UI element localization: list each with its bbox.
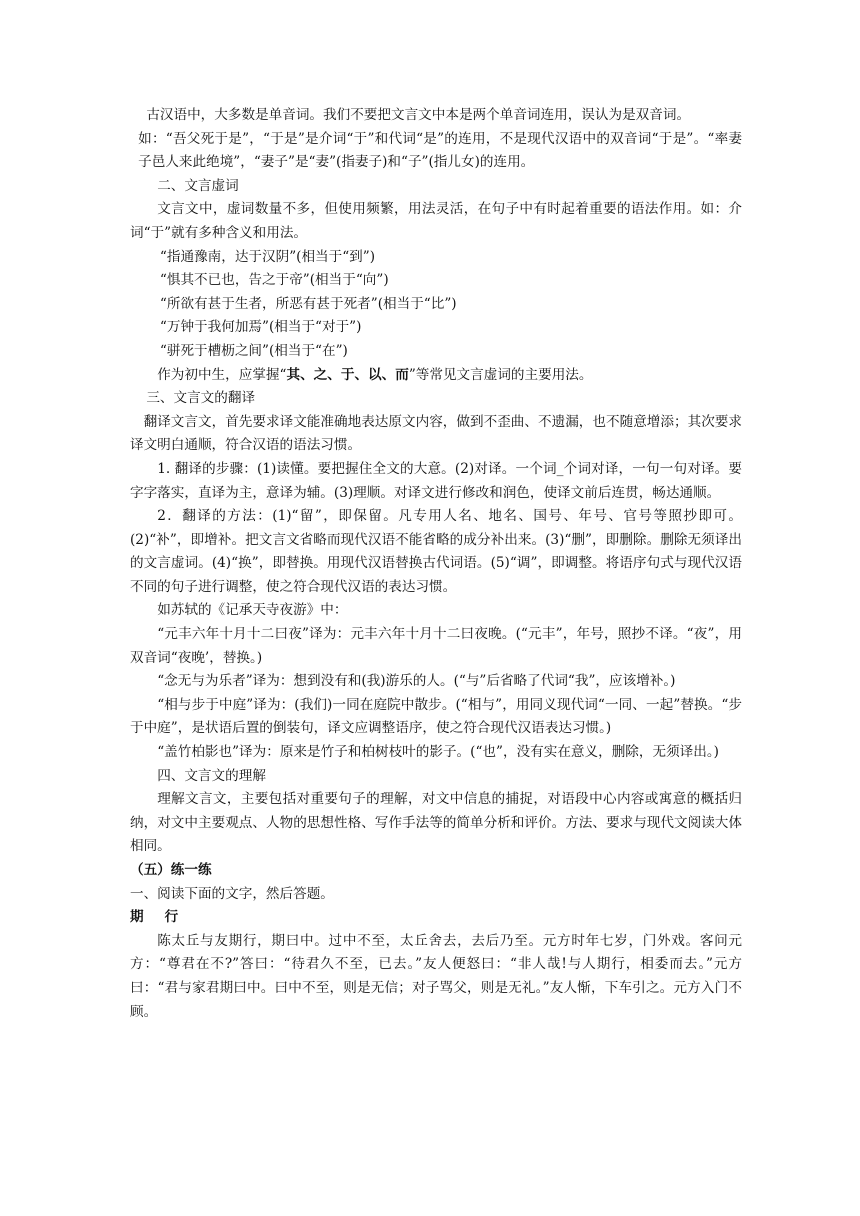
example-yu-duiyu: “万钟于我何加焉”(相当于“对于”) bbox=[159, 319, 362, 336]
paragraph-example-yuanfeng: “元丰六年十月十二曰夜”译为：元丰六年十月十二曰夜晚。(“元丰”，年号，照抄不译。“夜”，用双音词“夜晚’，替换。) bbox=[130, 626, 742, 666]
passage-body: 陈太丘与友期行，期曰中。过中不至，太丘舍去，去后乃至。元方时年七岁，门外戏。客问元方：“尊君在不?”答曰：“待君久不至，已去。”友人便怒曰：“非人哉!与人期行，相委而去。”元方曰：“君与家君期曰中。曰中不至，则是无信；对子骂父，则是无礼。”友人惭，下车引之。元方入门不顾。 bbox=[130, 932, 742, 1020]
example-yu-dao: “指通豫南，达于汉阴”(相当于“到”) bbox=[159, 248, 376, 265]
paragraph-example-intro: 如苏轼的《记承天寺夜游》中： bbox=[157, 602, 348, 619]
heading-practice: （五）练一练 bbox=[130, 862, 212, 878]
paragraph-example-xiangyu: “相与步于中庭”译为：(我们)一同在庭院中散步。(“相与”，用同义现代词“一同、一起”替换。“步于中庭”，是状语后置的倒装句，译文应调整语序，使之符合现代汉语表达习惯。) bbox=[130, 696, 742, 737]
example-yu-bi: “所欲有甚于生者，所恶有甚于死者”(相当于“比”) bbox=[159, 295, 457, 312]
question-instruction: 一、阅读下面的文字，然后答题。 bbox=[130, 885, 334, 902]
paragraph-example-nianwu: “念无与为乐者”译为：想到没有和(我)游乐的人。(“与”后省略了代词“我”，应该增补。) bbox=[157, 673, 676, 690]
paragraph-function-words: 文言文中，虚词数量不多，但使用频繁，用法灵活，在句子中有时起着重要的语法作用。如：介词“于”就有多种含义和用法。 bbox=[130, 201, 742, 241]
heading-function-words: 二、文言虚词 bbox=[157, 177, 239, 194]
bold-function-words: 其、之、于、以、而 bbox=[286, 366, 409, 383]
paragraph-example-gaizhu: “盖竹柏影也”译为：原来是竹子和柏树枝叶的影子。(“也”，没有实在意义，删除，无须译出。) bbox=[157, 744, 719, 761]
example-yu-zai: “骈死于槽枥之间”(相当于“在”) bbox=[159, 342, 348, 359]
heading-understanding: 四、文言文的理解 bbox=[157, 767, 266, 784]
paragraph-monosyllabic-intro: 古汉语中，大多数是单音词。我们不要把文言文中本是两个单音词连用，误认为是双音词。 bbox=[146, 107, 691, 123]
example-yu-xiang: “惧其不已也，告之于帝”(相当于“向”) bbox=[159, 272, 389, 289]
document-page bbox=[130, 104, 742, 1024]
text-part: 作为初中生，应掌握“ bbox=[157, 366, 287, 383]
paragraph-translation-methods: 2．翻译的方法：(1)“留”，即保留。凡专用人名、地名、国号、年号、官号等照抄即可。(2)“补”，即增补。把文言文省略而现代汉语不能省略的成分补出来。(3)“删”，即删除。删除无须译出的文言虚词。(4)“换”，即替换。用现代汉语替换古代词语。(5)“调”，即调整。将语序句式与现代汉语不同的句子进行调整，使之符合现代汉语的表达习惯。 bbox=[130, 508, 742, 595]
text-part: ”等常见文言虚词的主要用法。 bbox=[408, 366, 593, 383]
paragraph-monosyllabic-examples: 如：“吾父死于是”，“于是”是介词“于”和代词“是”的连用，不是现代汉语中的双音词“于是”。“率妻子邑人来此绝境”，“妻子”是“妻”(指妻子)和“子”(指儿女)的连用。 bbox=[138, 130, 742, 171]
paragraph-understanding: 理解文言文，主要包括对重要句子的理解，对文中信息的捕捉，对语段中心内容或寓意的概括归纳，对文中主要观点、人物的思想性格、写作手法等的简单分析和评价。方法、要求与现代文阅读大体相同。 bbox=[130, 791, 742, 855]
passage-title: 期 行 bbox=[130, 909, 187, 926]
paragraph-translation-steps: 1. 翻译的步骤：(1)读懂。要把握住全文的大意。(2)对译。一个词_个词对译，一句一句对译。要字字落实，直译为主，意译为辅。(3)理顺。对译文进行修改和润色，使译文前后连贯，畅达通顺。 bbox=[130, 460, 742, 501]
paragraph-translation-requirements: 翻译文言文，首先要求译文能准确地表达原文内容，做到不歪曲、不遗漏，也不随意增添；其次要求译文明白通顺，符合汉语的语法习惯。 bbox=[130, 413, 742, 454]
paragraph-master-function-words bbox=[130, 364, 742, 388]
heading-translation: 三、文言文的翻译 bbox=[146, 390, 256, 407]
